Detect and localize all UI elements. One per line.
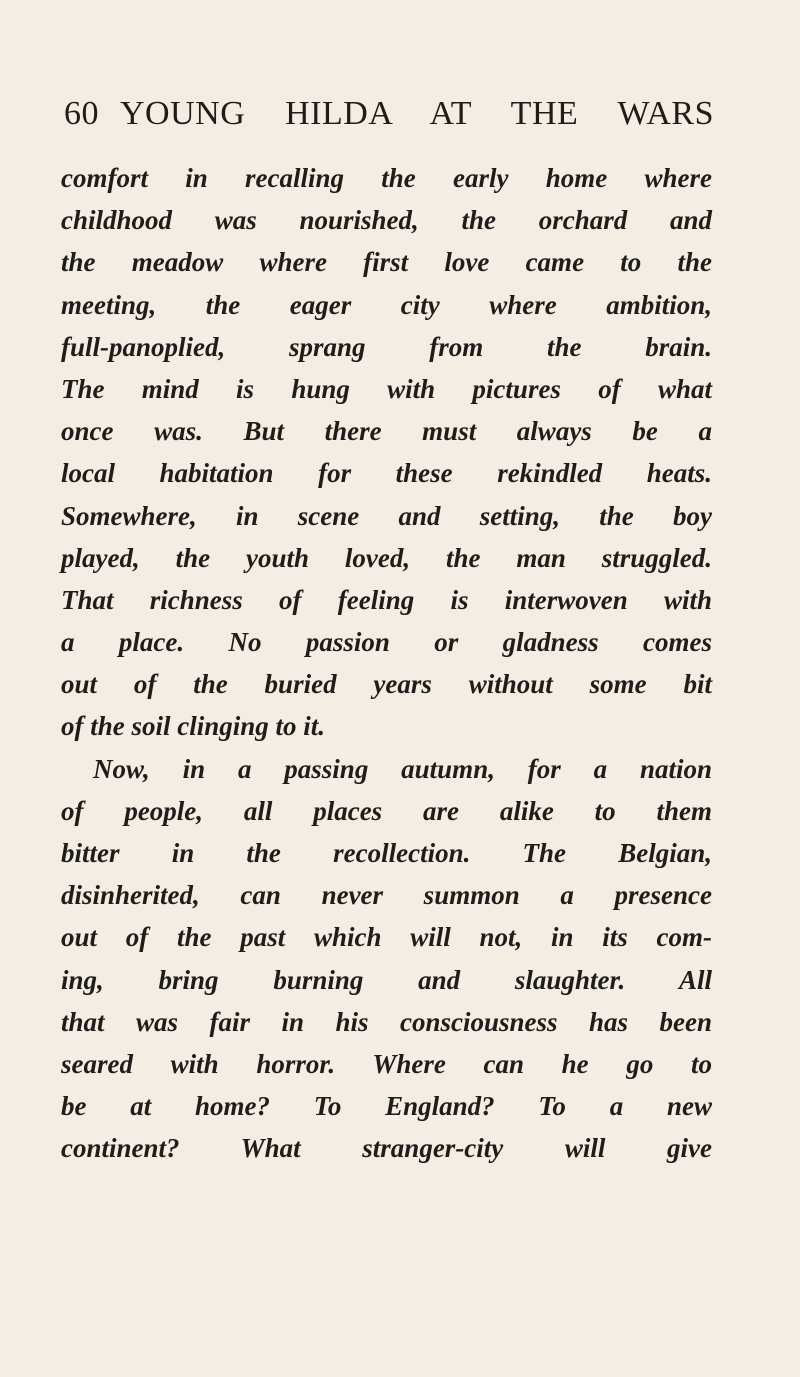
text-line: That richness of feeling is interwoven with <box>61 584 712 615</box>
text-line: full-panoplied, sprang from the brain. <box>61 331 712 362</box>
text-line: out of the past which will not, in its com- <box>61 922 712 953</box>
running-title: YOUNG HILDA AT THE WARS <box>120 95 714 132</box>
text-line: disinherited, can never summon a presence <box>61 880 712 911</box>
text-line: be at home? To England? To a new <box>61 1091 712 1122</box>
text-line: ing, bring burning and slaughter. All <box>61 964 712 995</box>
body-text <box>61 157 712 1170</box>
text-line: Somewhere, in scene and setting, the boy <box>61 500 712 531</box>
paragraph-end-line: of the soil clinging to it. <box>61 711 326 742</box>
text-line: that was fair in his consciousness has been <box>61 1006 712 1037</box>
text-line: the meadow where first love came to the <box>61 247 712 278</box>
text-line: continent? What stranger-city will give <box>61 1133 712 1164</box>
text-line: comfort in recalling the early home where <box>61 163 712 193</box>
text-line: bitter in the recollection. The Belgian, <box>61 838 712 868</box>
page-header <box>64 92 714 136</box>
text-line: of people, all places are alike to them <box>61 795 712 826</box>
text-line: a place. No passion or gladness comes <box>61 627 712 658</box>
text-line: played, the youth loved, the man struggled. <box>61 542 712 573</box>
text-line: seared with horror. Where can he go to <box>61 1048 712 1079</box>
text-line: once was. But there must always be a <box>61 416 712 447</box>
text-line: local habitation for these rekindled heats. <box>61 458 712 489</box>
text-line: meeting, the eager city where ambition, <box>61 289 712 320</box>
text-line: out of the buried years without some bit <box>61 669 712 700</box>
text-line: The mind is hung with pictures of what <box>61 373 712 404</box>
page-number: 60 <box>64 95 99 132</box>
paragraph-start-line: Now, in a passing autumn, for a nation <box>93 753 712 784</box>
text-line: childhood was nourished, the orchard and <box>61 205 712 236</box>
